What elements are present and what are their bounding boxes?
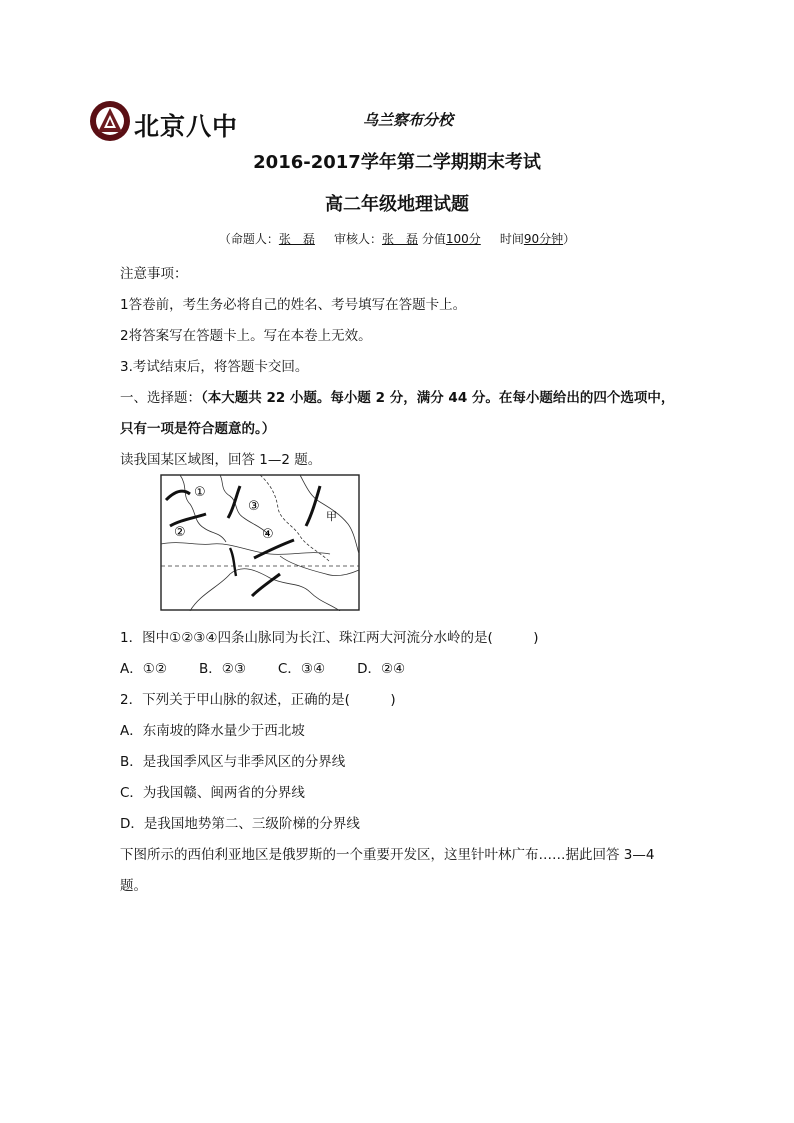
option-b: B．是我国季风区与非季风区的分界线 xyxy=(120,754,346,770)
question-1-options xyxy=(120,657,437,677)
meta-reviewer: 张 磊 xyxy=(381,232,418,246)
exam-title: 2016-2017学年第二学期期末考试 xyxy=(253,152,541,173)
question-1-stem: 1．图中①②③④四条山脉同为长江、珠江两大河流分水岭的是( ) xyxy=(120,630,539,646)
option-a: A．①② xyxy=(120,661,167,677)
section-heading xyxy=(120,386,674,406)
school-logo xyxy=(88,99,258,147)
notes-heading: 注意事项： xyxy=(120,266,188,282)
option-c: C．为我国赣、闽两省的分界线 xyxy=(120,785,305,801)
map-label-3: ③ xyxy=(248,499,260,514)
reading-intro-cont: 题。 xyxy=(120,878,147,894)
note-item: 2将答案写在答题卡上。写在本卷上无效。 xyxy=(120,328,372,344)
meta-author: 张 磊 xyxy=(278,232,315,246)
question-2-stem: 2．下列关于甲山脉的叙述，正确的是( ) xyxy=(120,692,396,708)
option-a: A．东南坡的降水量少于西北坡 xyxy=(120,723,305,739)
option-b: B．②③ xyxy=(198,661,246,677)
map-label-1: ① xyxy=(194,485,206,500)
branch-name: 乌兰察布分校 xyxy=(363,111,454,129)
reading-intro: 下图所示的西伯利亚地区是俄罗斯的一个重要开发区，这里针叶林广布……据此回答 3—4 xyxy=(120,847,655,863)
section-instructions: （本大题共 22 小题。每小题 2 分，满分 44 分。在每小题给出的四个选项中， xyxy=(201,390,675,406)
note-item: 3.考试结束后，将答题卡交回。 xyxy=(120,359,309,375)
meta-reviewer-label: 审核人： xyxy=(333,232,382,246)
meta-score-label: 分值 xyxy=(421,232,446,246)
map-intro: 读我国某区域图，回答 1—2 题。 xyxy=(120,452,322,468)
map-label-2: ② xyxy=(174,525,186,540)
option-c: C．③④ xyxy=(277,661,326,677)
option-d: D．②④ xyxy=(357,661,406,677)
school-seal-icon xyxy=(88,99,132,143)
region-map xyxy=(160,474,360,611)
section-instructions-cont: 只有一项是符合题意的。） xyxy=(120,421,276,437)
exam-subtitle: 高二年级地理试题 xyxy=(325,194,469,215)
school-name: 北京八中 xyxy=(134,112,239,141)
exam-meta xyxy=(0,230,794,247)
note-item: 1答卷前，考生务必将自己的姓名、考号填写在答题卡上。 xyxy=(120,297,467,313)
section-label: 一、选择题： xyxy=(120,390,201,406)
meta-open: （命题人： xyxy=(218,232,279,246)
meta-time-label: 时间 xyxy=(499,232,524,246)
option-d: D．是我国地势第二、三级阶梯的分界线 xyxy=(120,816,360,832)
map-label-jia: 甲 xyxy=(326,510,337,523)
meta-time: 90分钟 xyxy=(523,232,564,246)
meta-score: 100分 xyxy=(445,232,481,246)
map-label-4: ④ xyxy=(262,527,274,542)
meta-close: ） xyxy=(563,232,576,246)
